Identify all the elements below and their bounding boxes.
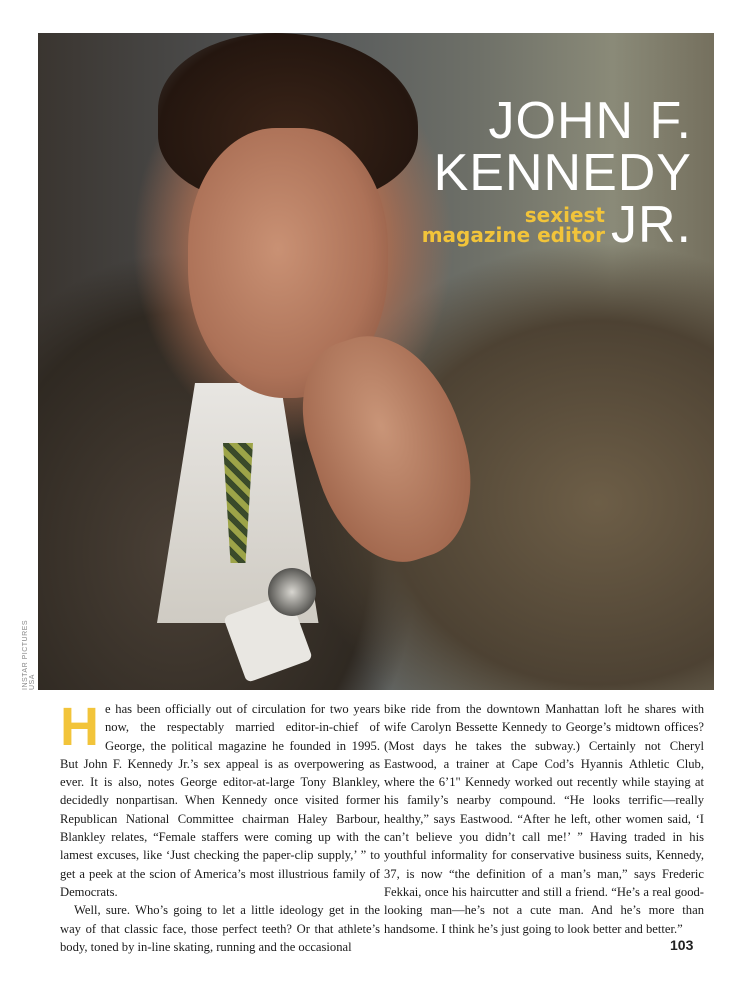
- headline-row3: [421, 196, 692, 254]
- paragraph-1-text: e has been officially out of circulation for two years now, the respectably married editor-in-chief of George, the political magazine he founded in 1995. But John F. Kennedy Jr.’s sex appeal is as overpowering as ever. It is also, notes George editor-at-large Tony Blankley, decidedly nonpartisan. When Kennedy once visited former Republican National Committee chairman Haley Barbour, Blankley relates, “Female staffers were coming up with the lamest excuses, like ‘Just checking the paper-clip supply,’ ” to get a peek at the scion of America’s most illustrious family of Democrats.: [60, 702, 380, 899]
- photo-watch: [268, 568, 316, 616]
- paragraph-2-start: Well, sure. Who’s going to let a little ideology get in the way of that classic face, those perfect teeth? Or that athlete’s body, toned by in-line skating, running and the occasional: [60, 903, 380, 954]
- article-column-right: [384, 700, 704, 938]
- subtitle-line1: sexiest: [524, 203, 605, 227]
- subtitle-line2: magazine editor: [421, 223, 605, 247]
- headline-line2: KENNEDY: [433, 144, 692, 202]
- headline-line1: JOHN F.: [488, 92, 692, 150]
- portrait-photo: [38, 33, 714, 690]
- article-column-left: [60, 697, 380, 956]
- headline-subtitle: [422, 205, 605, 245]
- drop-cap: H: [60, 697, 99, 757]
- page-number: 103: [670, 937, 694, 953]
- headline: [421, 92, 692, 254]
- photo-credit: INSTAR PICTURES USA: [22, 620, 36, 690]
- paragraph-1: [60, 697, 380, 901]
- paragraph-2-continued: bike ride from the downtown Manhattan loft he shares with wife Carolyn Bessette Kennedy to George’s midtown offices? (Most days he takes the subway.) Certainly not Cheryl Eastwood, a trainer at Cape Cod’s Hyannis Athletic Club, where the 6’1" Kennedy worked out recently while staying at his family’s nearby compound. “He looks terrific—really healthy,” says Eastwood. “After he left, other women said, ‘I can’t believe you didn’t call me!’ ” Having traded in his youthful informality for conservative business suits, Kennedy, 37, is now “the definition of a man’s man,” says Frederic Fekkai, once his haircutter and still a friend. “He’s a real good-looking man—he’s not a cute man. And he’s more than handsome. I think he’s just going to look better and better.”: [384, 702, 704, 936]
- headline-line3: JR.: [611, 196, 692, 254]
